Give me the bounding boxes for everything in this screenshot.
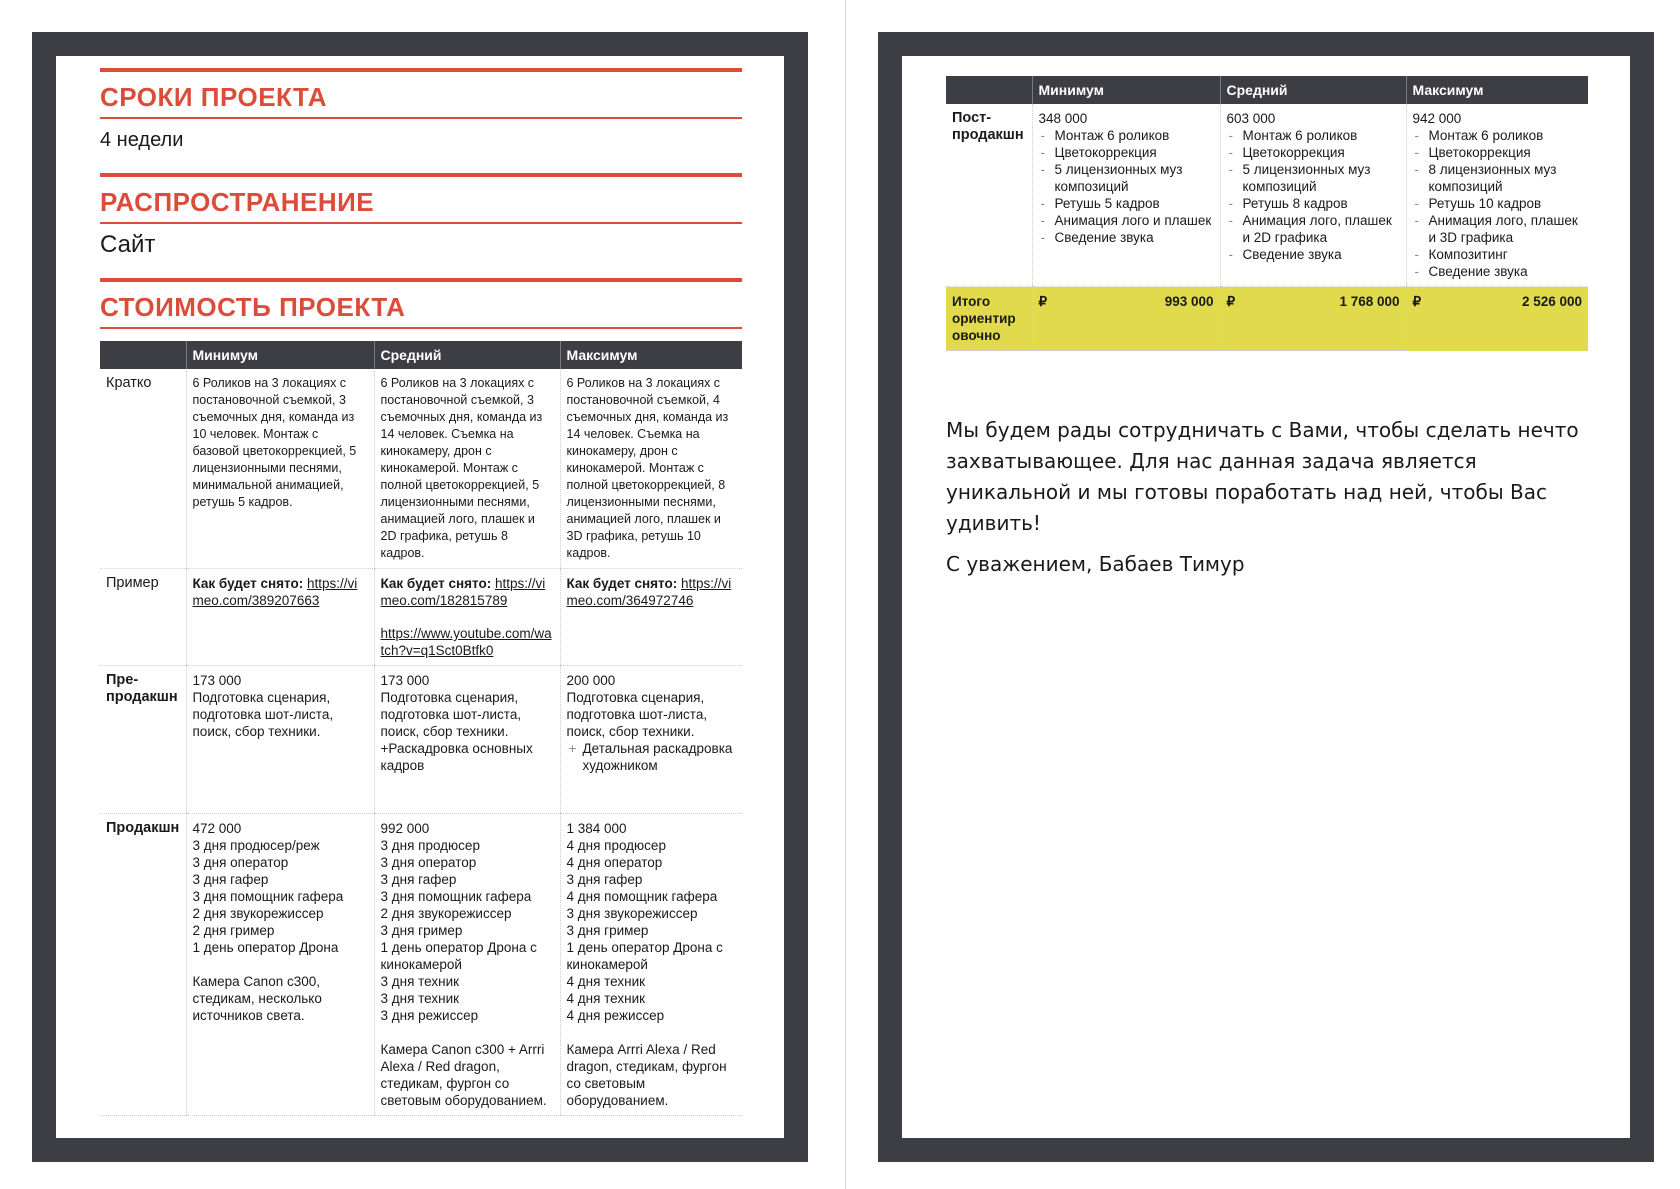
task-list bbox=[1227, 127, 1400, 263]
right-page-content bbox=[946, 76, 1588, 590]
example-link[interactable]: https://vimeo.com/364972746 bbox=[566, 576, 732, 608]
table-cell bbox=[1220, 104, 1406, 287]
table-header-mid: Средний bbox=[1220, 76, 1406, 104]
total-cell-min bbox=[1032, 287, 1220, 351]
section-title: СРОКИ ПРОЕКТА bbox=[100, 72, 742, 119]
table-cell bbox=[186, 666, 374, 814]
total-cell-max bbox=[1406, 287, 1588, 351]
row-label-line: ориентир bbox=[952, 311, 1016, 326]
total-value: 1 768 000 bbox=[1339, 294, 1400, 309]
cell-text: Подготовка сценария, подготовка шот-листа, поиск, сбор техники. bbox=[192, 690, 334, 739]
list-item: - Анимация лого и плашек bbox=[1039, 212, 1214, 229]
list-item: - 5 лицензионных муз композиций bbox=[1227, 161, 1400, 195]
table-cell bbox=[186, 569, 374, 666]
section-distribution bbox=[100, 173, 742, 270]
table-header-row bbox=[100, 341, 742, 369]
table-cell bbox=[374, 814, 560, 1116]
table-row-example bbox=[100, 569, 742, 666]
total-cell-mid bbox=[1220, 287, 1406, 351]
price: 200 000 bbox=[566, 673, 616, 688]
ruble-icon: ₽ bbox=[1412, 294, 1422, 309]
row-label: Продакшн bbox=[100, 814, 186, 1116]
crew-line: 1 день оператор Дрона bbox=[192, 940, 339, 955]
right-page-frame bbox=[878, 32, 1654, 1162]
table-cell bbox=[560, 666, 742, 814]
price: 472 000 bbox=[192, 821, 242, 836]
crew-line: 3 дня звукорежиссер bbox=[566, 906, 698, 921]
plus-list bbox=[567, 740, 737, 774]
section-value: 4 недели bbox=[100, 129, 184, 151]
left-page bbox=[56, 56, 784, 1138]
list-item: - Анимация лого, плашек и 3D графика bbox=[1413, 212, 1583, 246]
table-cell bbox=[1406, 104, 1588, 287]
cell-text: Подготовка сценария, подготовка шот-листа, поиск, сбор техники. bbox=[380, 690, 522, 739]
list-item: - 5 лицензионных муз композиций bbox=[1039, 161, 1214, 195]
crew-line: 3 дня гример bbox=[380, 923, 463, 938]
gear-text: Камера Canon c300 + Arrri Alexa / Red dragon, стедикам, фургон со световым оборудованием. bbox=[380, 1042, 547, 1108]
cost-table bbox=[100, 341, 742, 1116]
crew-line: 2 дня звукорежиссер bbox=[192, 906, 324, 921]
row-label-line: продакшн bbox=[952, 127, 1024, 143]
crew-line: 1 день оператор Дрона с кинокамерой bbox=[380, 940, 537, 972]
closing-paragraph: Мы будем рады сотрудничать с Вами, чтобы сделать нечто захватывающее. Для нас данная задача является уникальной и мы готовы поработать над ней, чтобы Вас удивить! bbox=[946, 418, 1579, 535]
list-item: - Сведение звука bbox=[1227, 246, 1400, 263]
task-list bbox=[1039, 127, 1214, 246]
row-label-line: Пост- bbox=[952, 110, 992, 126]
table-cell bbox=[374, 666, 560, 814]
row-label bbox=[100, 666, 186, 814]
task-list bbox=[1413, 127, 1583, 280]
table-header-empty bbox=[100, 341, 186, 369]
list-item: - Композитинг bbox=[1413, 246, 1583, 263]
crew-line: 3 дня помощник гафера bbox=[380, 889, 532, 904]
crew-line: 3 дня помощник гафера bbox=[192, 889, 344, 904]
gear-text: Камера Canon c300, стедикам, несколько источников света. bbox=[192, 974, 322, 1023]
crew-line: 4 дня техник bbox=[566, 991, 646, 1006]
table-header-row bbox=[946, 76, 1588, 104]
table-row-brief bbox=[100, 369, 742, 569]
example-prefix: Как будет снято: bbox=[566, 576, 678, 591]
crew-line: 3 дня оператор bbox=[192, 855, 289, 870]
price: 1 384 000 bbox=[566, 821, 627, 836]
crew-line: 3 дня гафер bbox=[192, 872, 269, 887]
list-item: - Монтаж 6 роликов bbox=[1227, 127, 1400, 144]
page-divider bbox=[845, 0, 846, 1189]
cell-text: Подготовка сценария, подготовка шот-листа, поиск, сбор техники. bbox=[566, 690, 708, 739]
table-header-empty bbox=[946, 76, 1032, 104]
list-item: - Монтаж 6 роликов bbox=[1413, 127, 1583, 144]
list-item: - Цветокоррекция bbox=[1227, 144, 1400, 161]
table-cell: 6 Роликов на 3 локациях с постановочной съемкой, 3 съемочных дня, команда из 14 человек. Съемка на кинокамеру, дрон с кинокамерой. Монтаж с полной цветокоррекцией, 5 лицензионными песнями, анимацией лого, плашек и 2D графика, ретушь 8 кадров. bbox=[374, 369, 560, 569]
crew-line: 4 дня техник bbox=[566, 974, 646, 989]
table-row-preproduction bbox=[100, 666, 742, 814]
crew-line: 3 дня гафер bbox=[566, 872, 643, 887]
list-item: - Ретушь 10 кадров bbox=[1413, 195, 1583, 212]
price: 992 000 bbox=[380, 821, 430, 836]
table-cell bbox=[560, 569, 742, 666]
section-value: Сайт bbox=[100, 231, 156, 258]
crew-line: 4 дня оператор bbox=[566, 855, 663, 870]
row-label-line: Итого bbox=[952, 294, 991, 309]
ruble-icon: ₽ bbox=[1226, 294, 1236, 309]
crew-line: 3 дня техник bbox=[380, 974, 460, 989]
price: 942 000 bbox=[1412, 111, 1462, 126]
total-value: 2 526 000 bbox=[1521, 294, 1582, 309]
example-link[interactable]: https://vimeo.com/182815789 bbox=[380, 576, 546, 608]
table-header-max: Максимум bbox=[1406, 76, 1588, 104]
example-prefix: Как будет снято: bbox=[192, 576, 304, 591]
crew-line: 4 дня режиссер bbox=[566, 1008, 665, 1023]
signature: С уважением, Бабаев Тимур bbox=[946, 552, 1245, 576]
crew-line: 1 день оператор Дрона с кинокамерой bbox=[566, 940, 723, 972]
crew-line: 3 дня продюсер bbox=[380, 838, 480, 853]
section-title: СТОИМОСТЬ ПРОЕКТА bbox=[100, 282, 742, 329]
crew-line: 3 дня техник bbox=[380, 991, 460, 1006]
section-timeline bbox=[100, 68, 742, 165]
crew-line: 3 дня оператор bbox=[380, 855, 477, 870]
row-label-line: овочно bbox=[952, 328, 1001, 343]
table-row-production bbox=[100, 814, 742, 1116]
row-label-line: продакшн bbox=[106, 689, 178, 705]
list-item: - Ретушь 5 кадров bbox=[1039, 195, 1214, 212]
list-item: - Монтаж 6 роликов bbox=[1039, 127, 1214, 144]
postproduction-table bbox=[946, 76, 1588, 351]
table-cell bbox=[374, 569, 560, 666]
price: 173 000 bbox=[380, 673, 430, 688]
right-page bbox=[902, 56, 1630, 1138]
example-link[interactable]: https://vimeo.com/389207663 bbox=[192, 576, 358, 608]
table-header-mid: Средний bbox=[374, 341, 560, 369]
table-header-min: Минимум bbox=[1032, 76, 1220, 104]
total-value: 993 000 bbox=[1164, 294, 1214, 309]
price: 603 000 bbox=[1226, 111, 1276, 126]
cell-extra: +Раскадровка основных кадров bbox=[380, 741, 533, 773]
row-label bbox=[946, 104, 1032, 287]
list-item: - Цветокоррекция bbox=[1413, 144, 1583, 161]
table-cell bbox=[560, 814, 742, 1116]
section-title: РАСПРОСТРАНЕНИЕ bbox=[100, 177, 742, 224]
list-item: - Сведение звука bbox=[1039, 229, 1214, 246]
section-cost bbox=[100, 278, 742, 329]
gear-text: Камера Arrri Alexa / Red dragon, стедикам, фургон со световым оборудованием. bbox=[566, 1042, 727, 1108]
row-label bbox=[946, 287, 1032, 351]
table-row-postproduction bbox=[946, 104, 1588, 287]
left-page-content bbox=[100, 68, 742, 1116]
crew-line: 3 дня продюсер/реж bbox=[192, 838, 320, 853]
ruble-icon: ₽ bbox=[1038, 294, 1048, 309]
list-item: - Анимация лого, плашек и 2D графика bbox=[1227, 212, 1400, 246]
crew-line: 2 дня звукорежиссер bbox=[380, 906, 512, 921]
crew-line: 2 дня гример bbox=[192, 923, 275, 938]
row-label-line: Пре- bbox=[106, 672, 139, 688]
example-prefix: Как будет снято: bbox=[380, 576, 492, 591]
crew-line: 4 дня продюсер bbox=[566, 838, 666, 853]
table-header-min: Минимум bbox=[186, 341, 374, 369]
list-item: - 8 лицензионных муз композиций bbox=[1413, 161, 1583, 195]
crew-line: 3 дня гример bbox=[566, 923, 649, 938]
left-page-frame bbox=[32, 32, 808, 1162]
table-cell: 6 Роликов на 3 локациях с постановочной съемкой, 4 съемочных дня, команда из 14 человек. Съемка на кинокамеру, дрон с кинокамерой. Монтаж с полной цветокоррекцией, 8 лицензионными песнями, анимацией лого, плашек и 3D графика, ретушь 10 кадров. bbox=[560, 369, 742, 569]
closing-block bbox=[946, 415, 1588, 580]
table-cell: 6 Роликов на 3 локациях с постановочной съемкой, 3 съемочных дня, команда из 10 человек. Монтаж с базовой цветокоррекцией, 5 лицензионными песнями, минимальной анимацией, ретушь 5 кадров. bbox=[186, 369, 374, 569]
list-item: - Сведение звука bbox=[1413, 263, 1583, 280]
list-item: - Ретушь 8 кадров bbox=[1227, 195, 1400, 212]
table-row-total bbox=[946, 287, 1588, 351]
list-item: + Детальная раскадровка художником bbox=[567, 740, 737, 774]
crew-line: 3 дня режиссер bbox=[380, 1008, 479, 1023]
table-cell bbox=[1032, 104, 1220, 287]
price: 173 000 bbox=[192, 673, 242, 688]
table-header-max: Максимум bbox=[560, 341, 742, 369]
price: 348 000 bbox=[1038, 111, 1088, 126]
crew-line: 3 дня гафер bbox=[380, 872, 457, 887]
list-item: - Цветокоррекция bbox=[1039, 144, 1214, 161]
table-cell bbox=[186, 814, 374, 1116]
example-link-youtube[interactable]: https://www.youtube.com/watch?v=q1Sct0Btfk0 bbox=[380, 626, 552, 658]
row-label: Кратко bbox=[100, 369, 186, 569]
row-label: Пример bbox=[100, 569, 186, 666]
crew-line: 4 дня помощник гафера bbox=[566, 889, 718, 904]
